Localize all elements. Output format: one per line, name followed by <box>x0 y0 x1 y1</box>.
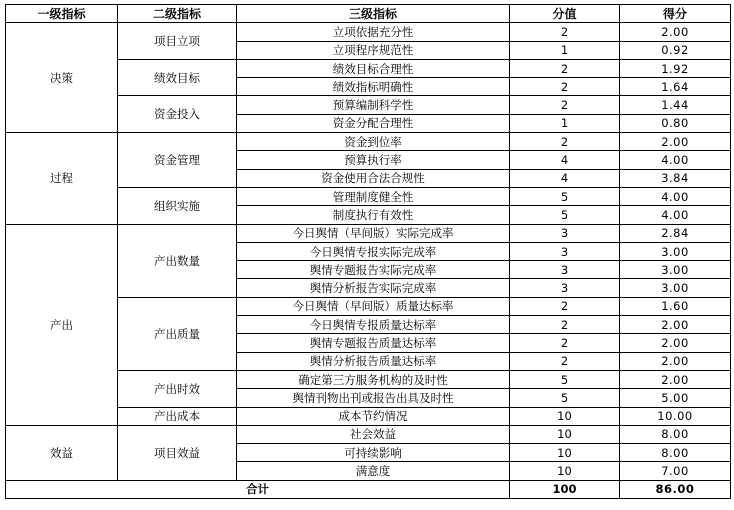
total-label: 合计 <box>6 480 510 498</box>
level3-cell: 社会效益 <box>237 425 510 443</box>
level3-cell: 今日舆情（早间版）质量达标率 <box>237 297 510 315</box>
level3-cell: 制度执行有效性 <box>237 206 510 224</box>
score-cell: 4.00 <box>620 151 731 169</box>
points-cell: 1 <box>510 114 620 132</box>
total-score: 86.00 <box>620 480 731 498</box>
score-cell: 8.00 <box>620 425 731 443</box>
score-cell: 1.44 <box>620 96 731 114</box>
score-cell: 2.00 <box>620 334 731 352</box>
points-cell: 10 <box>510 407 620 425</box>
level3-cell: 今日舆情（早间版）实际完成率 <box>237 224 510 242</box>
score-cell: 1.60 <box>620 297 731 315</box>
points-cell: 10 <box>510 462 620 480</box>
evaluation-table-container <box>5 4 731 499</box>
level2-cell: 资金投入 <box>118 96 237 133</box>
score-cell: 4.00 <box>620 206 731 224</box>
performance-evaluation-table <box>5 4 731 499</box>
points-cell: 10 <box>510 444 620 462</box>
score-cell: 2.84 <box>620 224 731 242</box>
level2-cell: 组织实施 <box>118 187 237 224</box>
points-cell: 3 <box>510 261 620 279</box>
score-cell: 2.00 <box>620 370 731 388</box>
points-cell: 2 <box>510 334 620 352</box>
level1-cell: 过程 <box>6 133 118 224</box>
points-cell: 2 <box>510 352 620 370</box>
level3-cell: 绩效指标明确性 <box>237 78 510 96</box>
level3-cell: 立项依据充分性 <box>237 23 510 41</box>
level3-cell: 绩效目标合理性 <box>237 59 510 77</box>
score-cell: 0.92 <box>620 41 731 59</box>
score-cell: 2.00 <box>620 23 731 41</box>
level2-cell: 产出数量 <box>118 224 237 297</box>
level3-cell: 立项程序规范性 <box>237 41 510 59</box>
level3-cell: 资金到位率 <box>237 133 510 151</box>
points-cell: 3 <box>510 224 620 242</box>
points-cell: 5 <box>510 206 620 224</box>
table-row <box>6 224 731 242</box>
level3-cell: 舆情分析报告质量达标率 <box>237 352 510 370</box>
score-cell: 2.00 <box>620 316 731 334</box>
level3-cell: 确定第三方服务机构的及时性 <box>237 370 510 388</box>
points-cell: 2 <box>510 133 620 151</box>
table-row <box>6 23 731 41</box>
score-cell: 2.00 <box>620 133 731 151</box>
level2-cell: 项目效益 <box>118 425 237 480</box>
total-row <box>6 480 731 498</box>
level3-cell: 舆情专题报告实际完成率 <box>237 261 510 279</box>
level3-cell: 成本节约情况 <box>237 407 510 425</box>
level2-cell: 资金管理 <box>118 133 237 188</box>
score-cell: 2.00 <box>620 352 731 370</box>
level2-cell: 绩效目标 <box>118 59 237 96</box>
score-cell: 3.84 <box>620 169 731 187</box>
header-points: 分值 <box>510 5 620 23</box>
level1-cell: 效益 <box>6 425 118 480</box>
score-cell: 4.00 <box>620 187 731 205</box>
level2-cell: 产出质量 <box>118 297 237 370</box>
level3-cell: 可持续影响 <box>237 444 510 462</box>
points-cell: 4 <box>510 169 620 187</box>
points-cell: 3 <box>510 242 620 260</box>
points-cell: 3 <box>510 279 620 297</box>
score-cell: 1.92 <box>620 59 731 77</box>
score-cell: 3.00 <box>620 279 731 297</box>
points-cell: 2 <box>510 297 620 315</box>
header-level3: 三级指标 <box>237 5 510 23</box>
header-row <box>6 5 731 23</box>
points-cell: 4 <box>510 151 620 169</box>
points-cell: 1 <box>510 41 620 59</box>
points-cell: 2 <box>510 316 620 334</box>
score-cell: 3.00 <box>620 242 731 260</box>
level2-cell: 产出时效 <box>118 370 237 407</box>
points-cell: 2 <box>510 96 620 114</box>
score-cell: 3.00 <box>620 261 731 279</box>
level2-cell: 产出成本 <box>118 407 237 425</box>
level3-cell: 预算编制科学性 <box>237 96 510 114</box>
score-cell: 8.00 <box>620 444 731 462</box>
table-row <box>6 133 731 151</box>
level3-cell: 资金使用合法合规性 <box>237 169 510 187</box>
total-points: 100 <box>510 480 620 498</box>
table-row <box>6 425 731 443</box>
level3-cell: 舆情分析报告实际完成率 <box>237 279 510 297</box>
points-cell: 5 <box>510 389 620 407</box>
level1-cell: 决策 <box>6 23 118 133</box>
level3-cell: 满意度 <box>237 462 510 480</box>
level3-cell: 今日舆情专报质量达标率 <box>237 316 510 334</box>
level3-cell: 今日舆情专报实际完成率 <box>237 242 510 260</box>
level3-cell: 舆情刊物出刊或报告出具及时性 <box>237 389 510 407</box>
points-cell: 2 <box>510 59 620 77</box>
level2-cell: 项目立项 <box>118 23 237 60</box>
score-cell: 1.64 <box>620 78 731 96</box>
header-level2: 二级指标 <box>118 5 237 23</box>
header-level1: 一级指标 <box>6 5 118 23</box>
table-body <box>6 23 731 480</box>
score-cell: 7.00 <box>620 462 731 480</box>
points-cell: 10 <box>510 425 620 443</box>
points-cell: 2 <box>510 23 620 41</box>
points-cell: 5 <box>510 187 620 205</box>
level3-cell: 舆情专题报告质量达标率 <box>237 334 510 352</box>
level3-cell: 预算执行率 <box>237 151 510 169</box>
header-score: 得分 <box>620 5 731 23</box>
level1-cell: 产出 <box>6 224 118 425</box>
score-cell: 5.00 <box>620 389 731 407</box>
level3-cell: 资金分配合理性 <box>237 114 510 132</box>
score-cell: 0.80 <box>620 114 731 132</box>
score-cell: 10.00 <box>620 407 731 425</box>
points-cell: 2 <box>510 78 620 96</box>
level3-cell: 管理制度健全性 <box>237 187 510 205</box>
points-cell: 5 <box>510 370 620 388</box>
